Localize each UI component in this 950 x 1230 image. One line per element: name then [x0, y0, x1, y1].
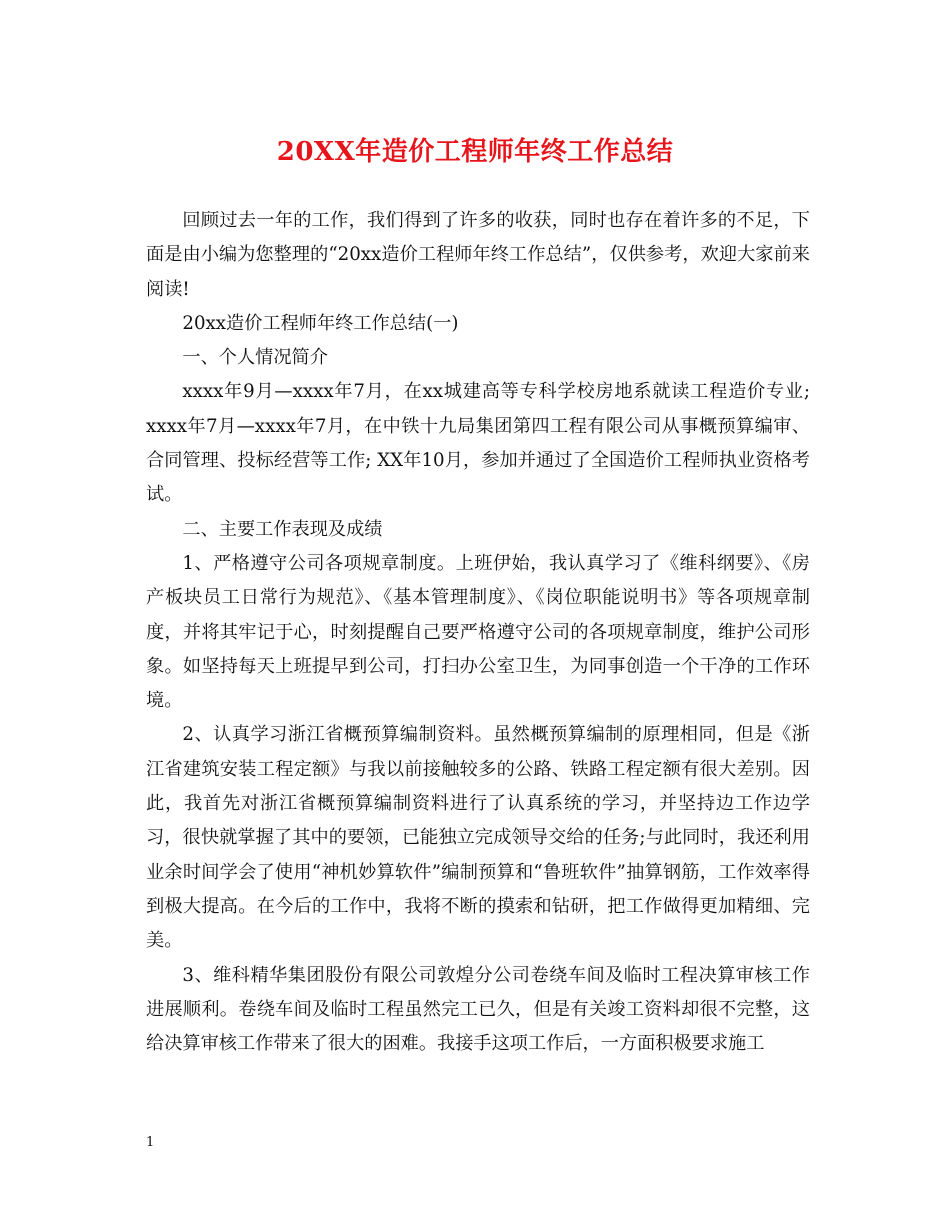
section-heading-1: 一、个人情况简介 — [182, 347, 328, 369]
paragraph-intro: 回顾过去一年的工作，我们得到了许多的收获，同时也存在着许多的不足，下面是由小编为您整理的“20xx造价工程师年终工作总结”，仅供参考，欢迎大家前来阅读! — [146, 210, 810, 300]
document-title: 20XX年造价工程师年终工作总结 — [276, 137, 674, 167]
paragraph-subtitle: 20xx造价工程师年终工作总结(一) — [182, 312, 459, 334]
section-heading-2: 二、主要工作表现及成绩 — [182, 518, 383, 540]
document-body — [146, 204, 810, 1061]
paragraph-item-2: 2、认真学习浙江省概预算编制资料。虽然概预算编制的原理相同，但是《浙江省建筑安装工程定额》与我以前接触较多的公路、铁路工程定额有很大差别。因此，我首先对浙江省概预算编制资料进行了认真系统的学习，并坚持边工作边学习，很快就掌握了其中的要领，已能独立完成领导交给的任务;与此同时，我还利用业余时间学会了使用“神机妙算软件”编制预算和“鲁班软件”抽算钢筋，工作效率得到极大提高。在今后的工作中，我将不断的摸索和钻研，把工作做得更加精细、完美。 — [146, 724, 810, 952]
paragraph-item-1: 1、严格遵守公司各项规章制度。上班伊始，我认真学习了《维科纲要》、《房产板块员工日常行为规范》、《基本管理制度》、《岗位职能说明书》等各项规章制度，并将其牢记于心，时刻提醒自己要严格遵守公司的各项规章制度，维护公司形象。如坚持每天上班提早到公司，打扫办公室卫生，为同事创造一个干净的工作环境。 — [146, 552, 810, 712]
paragraph-item-3: 3、维科精华集团股份有限公司敦煌分公司卷绕车间及临时工程决算审核工作进展顺利。卷绕车间及临时工程虽然完工已久，但是有关竣工资料却很不完整，这给决算审核工作带来了很大的困难。我接手这项工作后，一方面积极要求施工 — [146, 964, 810, 1055]
page-number: 1 — [146, 1135, 155, 1150]
paragraph-personal-info: xxxx年9月—xxxx年7月，在xx城建高等专科学校房地系就读工程造价专业; xxxx年7月—xxxx年7月，在中铁十九局集团第四工程有限公司从事概预算编审、合同管理、投标经营等工作; XX年10月，参加并通过了全国造价工程师执业资格考试。 — [146, 381, 810, 506]
